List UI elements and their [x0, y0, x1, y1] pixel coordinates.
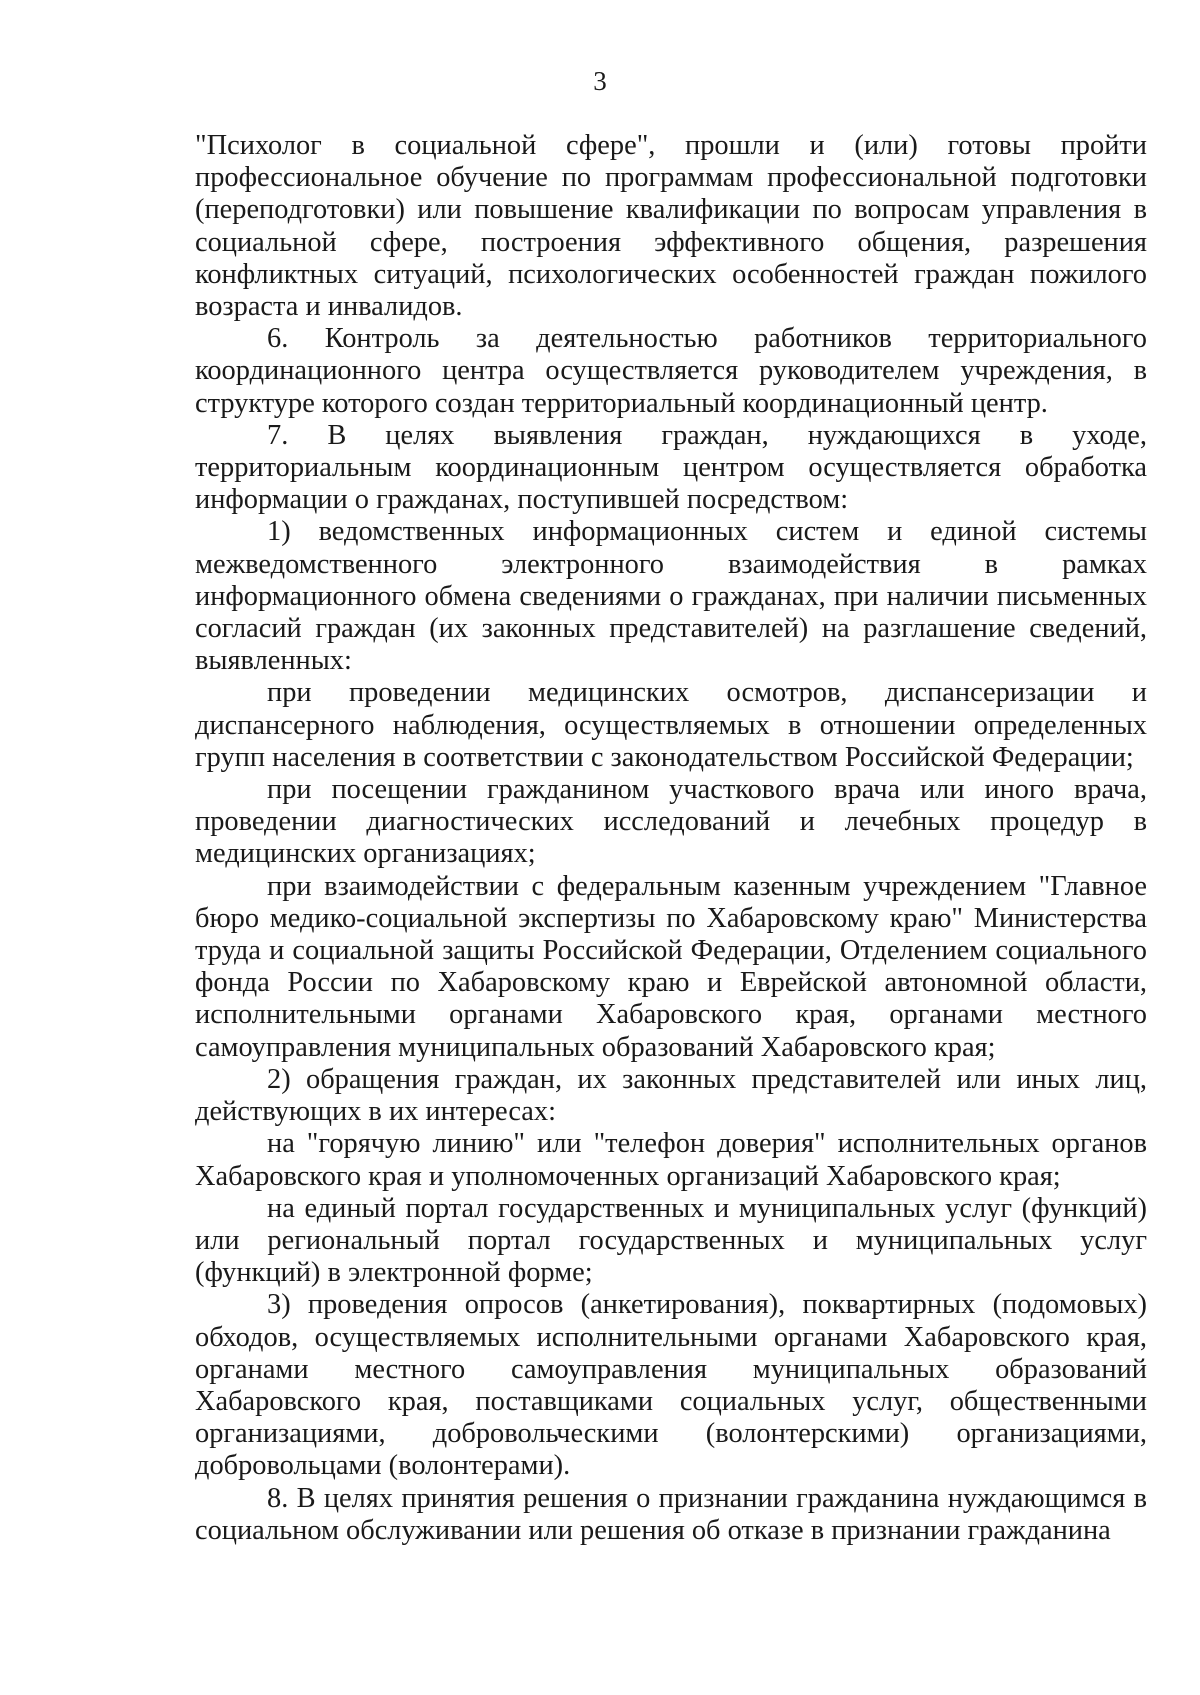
page-number: 3	[593, 66, 607, 96]
paragraph-subitem-2-b: на единый портал государственных и муниципальных услуг (функций) или региональный портал государственных и муниципальных услуг (функций) в электронной форме;	[195, 1192, 1147, 1289]
paragraph-continuation: "Психолог в социальной сфере", прошли и (или) готовы пройти профессиональное обучение по программам профессиональной подготовки (переподготовки) или повышение квалификации по вопросам управления в социальной сфере, построения эффективного общения, разрешения конфликтных ситуаций, психологических особенностей граждан пожилого возраста и инвалидов.	[195, 130, 1147, 323]
paragraph-subitem-1-b: при посещении гражданином участкового врача или иного врача, проведении диагностических исследований и лечебных процедур в медицинских организациях;	[195, 774, 1147, 870]
paragraph-item-8: 8. В целях принятия решения о признании гражданина нуждающимся в социальном обслуживании или решения об отказе в признании гражданина	[195, 1482, 1147, 1546]
paragraph-subitem-3: 3) проведения опросов (анкетирования), поквартирных (подомовых) обходов, осуществляемых исполнительными органами Хабаровского края, органами местного самоуправления муниципальных образований Хабаровского края, поставщиками социальных услуг, общественными организациями, добровольческими (волонтерскими) организациями, добровольцами (волонтерами).	[195, 1289, 1147, 1482]
paragraph-subitem-1: 1) ведомственных информационных систем и единой системы межведомственного электронного взаимодействия в рамках информационного обмена сведениями о гражданах, при наличии письменных согласий граждан (их законных представителей) на разглашение сведений, выявленных:	[195, 516, 1147, 677]
paragraph-item-7: 7. В целях выявления граждан, нуждающихся в уходе, территориальным координационным центром осуществляется обработка информации о гражданах, поступившей посредством:	[195, 419, 1147, 516]
document-body	[195, 130, 1147, 1547]
paragraph-subitem-2: 2) обращения граждан, их законных представителей или иных лиц, действующих в их интересах:	[195, 1063, 1147, 1128]
paragraph-item-6: 6. Контроль за деятельностью работников территориального координационного центра осуществляется руководителем учреждения, в структуре которого создан территориальный координационный центр.	[195, 323, 1147, 419]
paragraph-subitem-1-a: при проведении медицинских осмотров, диспансеризации и диспансерного наблюдения, осуществляемых в отношении определенных групп населения в соответствии с законодательством Российской Федерации;	[195, 677, 1147, 773]
paragraph-subitem-1-c: при взаимодействии с федеральным казенным учреждением "Главное бюро медико-социальной экспертизы по Хабаровскому краю" Министерства труда и социальной защиты Российской Федерации, Отделением социального фонда России по Хабаровскому краю и Еврейской автономной области, исполнительными органами Хабаровского края, органами местного самоуправления муниципальных образований Хабаровского края;	[195, 870, 1147, 1063]
paragraph-subitem-2-a: на "горячую линию" или "телефон доверия" исполнительных органов Хабаровского края и уполномоченных организаций Хабаровского края;	[195, 1128, 1147, 1192]
